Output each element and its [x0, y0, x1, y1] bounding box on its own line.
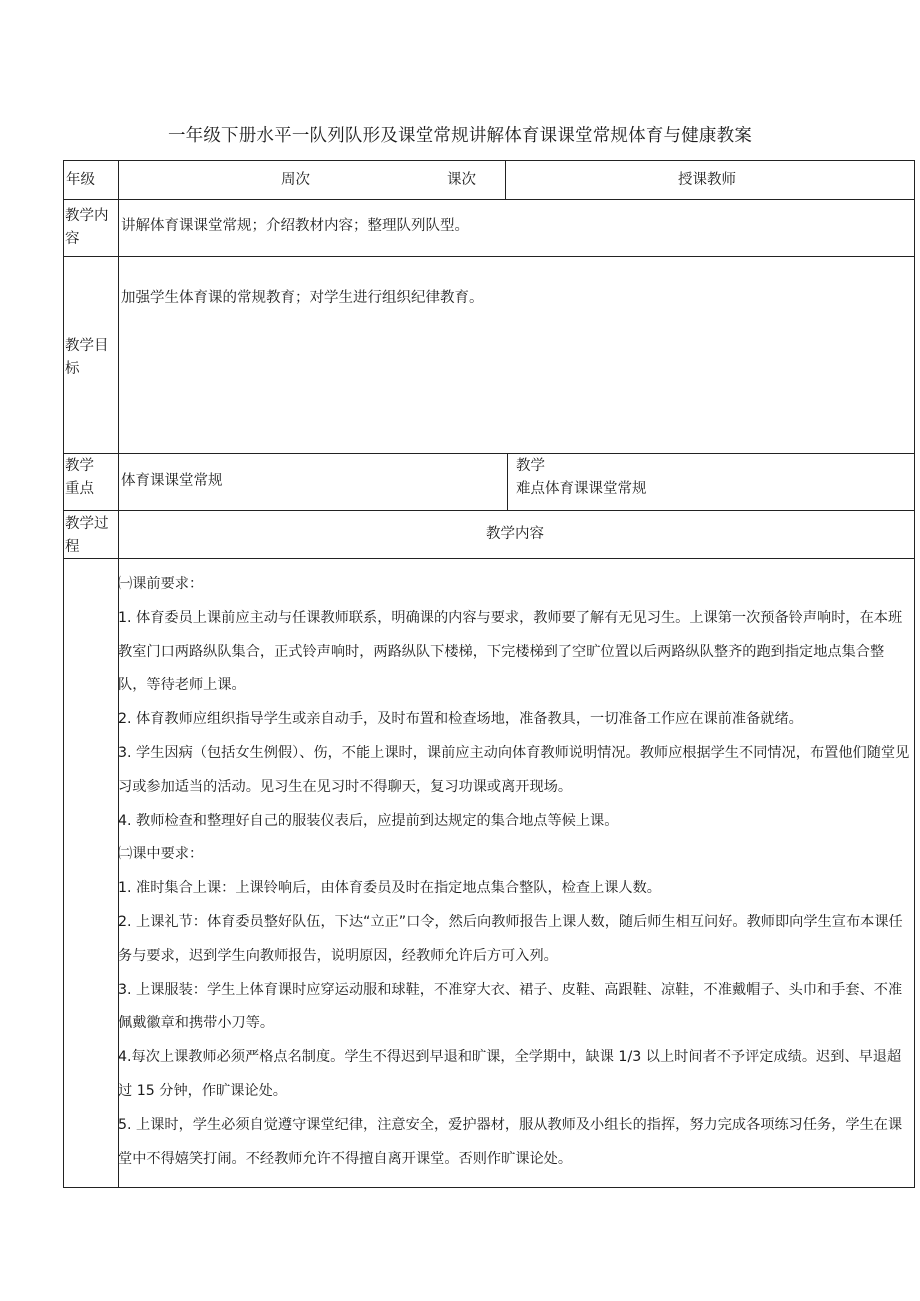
process-paragraph: 5. 上课时，学生必须自觉遵守课堂纪律，注意安全，爱护器材，服从教师及小组长的指挥，努力完成各项练习任务，学生在课堂中不得嬉笑打闹。不经教师允许不得擅自离开课堂。否则作旷课论处。: [118, 1116, 903, 1167]
key-points-label: [65, 455, 94, 501]
process-paragraph: ㈠课前要求：: [118, 576, 204, 592]
process-header: 教学内容: [486, 526, 544, 542]
table-line: [63, 199, 915, 200]
objective-label-line: 标: [65, 361, 80, 377]
week-label: 周次: [281, 172, 310, 188]
table-line: [914, 160, 915, 1188]
process-paragraph: 2. 上课礼节：体育委员整好队伍，下达“立正”口令，然后向教师报告上课人数，随后师生相互问好。教师即向学生宣布本课任务与要求，迟到学生向教师报告，说明原因，经教师允许后方可入列。: [118, 913, 903, 964]
objective-label-line: 教学目: [65, 338, 109, 354]
process-paragraph: ㈡课中要求：: [118, 846, 204, 863]
difficulty-cell: [516, 455, 647, 501]
table-line: [63, 160, 915, 161]
table-line: [63, 558, 915, 559]
table-line: [63, 1187, 915, 1188]
process-paragraph: 4. 教师检查和整理好自己的服装仪表后，应提前到达规定的集合地点等候上课。: [118, 812, 619, 829]
table-line: [63, 256, 915, 257]
content-text: 讲解体育课课堂常规；介绍教材内容；整理队列队型。: [121, 218, 469, 234]
table-line: [63, 453, 915, 454]
process-paragraph: 4.每次上课教师必须严格点名制度。学生不得迟到早退和旷课，全学期中，缺课 1/3 以上时间者不予评定成绩。迟到、早退超过 15 分钟，作旷课论处。: [118, 1049, 902, 1099]
table-line: [505, 160, 506, 200]
process-paragraph: 3. 上课服装：学生上体育课时应穿运动服和球鞋，不准穿大衣、裙子、皮鞋、高跟鞋、凉鞋，不准戴帽子、头巾和手套、不准佩戴徽章和携带小刀等。: [118, 981, 903, 1032]
table-line: [63, 510, 915, 511]
objective-text: 加强学生体育课的常规教育；对学生进行组织纪律教育。: [121, 290, 484, 306]
process-label: [65, 513, 109, 559]
table-line: [63, 160, 64, 1188]
lesson-label: 课次: [447, 172, 476, 188]
process-paragraph: 2. 体育教师应组织指导学生或亲自动手，及时布置和检查场地，准备教具，一切准备工作应在课前准备就绪。: [118, 711, 803, 728]
process-paragraph: 1. 体育委员上课前应主动与任课教师联系，明确课的内容与要求，教师要了解有无见习生。上课第一次预备铃声响时，在本班教室门口两路纵队集合，正式铃声响时，两路纵队下楼梯，下完楼梯到了空旷位置以后两路纵队整齐的跑到指定地点集合整队，等待老师上课。: [118, 609, 903, 694]
process-label-line: 程: [65, 539, 80, 555]
difficulty-text: 难点体育课课堂常规: [516, 481, 647, 497]
document-title: 一年级下册水平一队列队形及课堂常规讲解体育课课堂常规体育与健康教案: [167, 126, 753, 146]
table-line: [507, 453, 508, 511]
content-label-line: 教学内: [65, 208, 109, 224]
difficulty-label: 教学: [516, 458, 545, 474]
process-body: [118, 568, 912, 1176]
content-label: [65, 205, 109, 251]
objective-label: [65, 335, 109, 381]
key-points-label-line: 教学: [65, 458, 94, 474]
content-label-line: 容: [65, 231, 80, 247]
process-paragraph: 3. 学生因病（包括女生例假）、伤，不能上课时，课前应主动向体育教师说明情况。教师应根据学生不同情况，布置他们随堂见习或参加适当的活动。见习生在见习时不得聊天，复习功课或离开现场。: [118, 744, 910, 795]
grade-label: 年级: [66, 172, 95, 188]
teacher-label: 授课教师: [678, 172, 736, 188]
key-points-label-line: 重点: [65, 481, 94, 497]
process-label-line: 教学过: [65, 516, 109, 532]
process-paragraph: 1. 准时集合上课：上课铃响后，由体育委员及时在指定地点集合整队，检查上课人数。: [118, 880, 661, 897]
key-points-text: 体育课课堂常规: [121, 473, 223, 489]
